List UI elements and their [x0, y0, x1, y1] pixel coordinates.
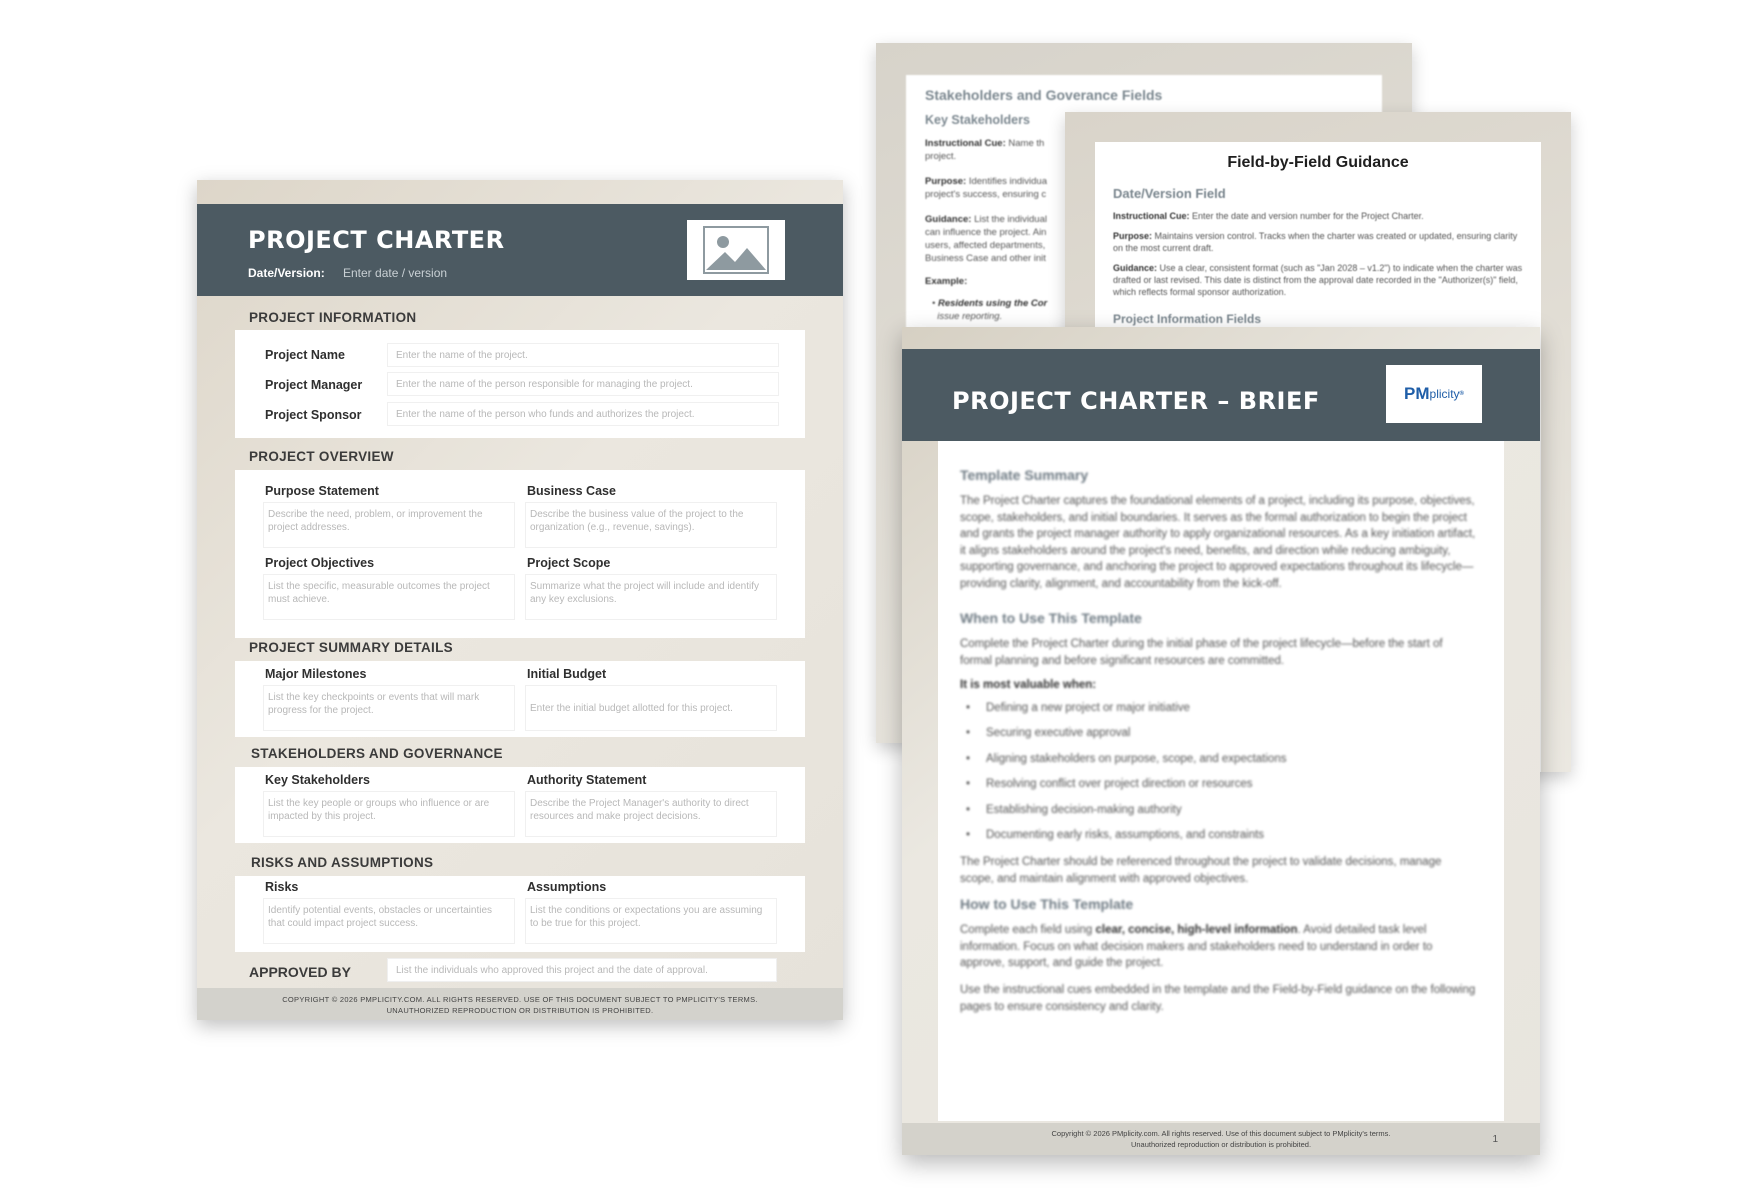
charter-footer-line2: UNAUTHORIZED REPRODUCTION OR DISTRIBUTION IS PROHIBITED.	[386, 1006, 654, 1015]
date-version-input[interactable]: Enter date / version	[343, 266, 448, 280]
template-summary-heading: Template Summary	[960, 467, 1089, 483]
purpose-statement-label: Purpose Statement	[265, 484, 379, 498]
project-scope-label: Project Scope	[527, 556, 611, 570]
initial-budget-label: Initial Budget	[527, 667, 607, 681]
logo-placeholder[interactable]	[687, 220, 785, 280]
how-to-use-text: Complete each field using clear, concise, high-level information. Avoid detailed task level information. Focus on what decision makers and stakeholders need to understand in order to approve, support, and guide the project.	[960, 924, 1433, 969]
section-stakeholders-governance: STAKEHOLDERS AND GOVERNANCE	[251, 746, 503, 761]
instructional-cues-text: Use the instructional cues embedded in the template and the Field-by-Field guidance on the following pages to ensure consistency and clarity.	[960, 984, 1476, 1013]
list-item: • Establishing decision-making authority	[986, 804, 1182, 816]
brief-page	[902, 327, 1540, 1155]
guidance-paragraph: Guidance: List the individual can influence the project. Ain users, affected departments, Business Case and other init	[925, 214, 1047, 264]
charter-title: PROJECT CHARTER	[248, 226, 505, 254]
section-project-information: PROJECT INFORMATION	[249, 310, 417, 325]
page-number: 1	[1492, 1134, 1498, 1145]
example-bullet: • Residents using the Cor issue reporting.	[932, 298, 1048, 322]
risks-panel	[235, 876, 805, 952]
pmplicity-logo: PM plicity ®	[1386, 365, 1482, 423]
charter-header	[197, 204, 843, 296]
purpose-statement-input[interactable]: Describe the need, problem, or improvement the project addresses.	[263, 502, 515, 548]
project-name-input[interactable]: Enter the name of the project.	[387, 343, 779, 367]
brief-footer-line1: Copyright © 2026 PMplicity.com. All rights reserved. Use of this document subject to PMplicity's terms.	[1051, 1129, 1391, 1138]
initial-budget-input[interactable]: Enter the initial budget allotted for this project.	[525, 685, 777, 731]
approved-by-input[interactable]: List the individuals who approved this project and the date of approval.	[387, 958, 777, 982]
date-version-field-heading: Date/Version Field	[1113, 186, 1226, 201]
most-valuable-label: It is most valuable when:	[960, 679, 1097, 691]
example-label: Example:	[925, 276, 968, 287]
reference-text: The Project Charter should be referenced throughout the project to validate decisions, manage scope, and maintain alignment with approved objectives.	[960, 856, 1442, 885]
risks-label: Risks	[265, 880, 299, 894]
list-item: • Documenting early risks, assumptions, and constraints	[986, 829, 1264, 841]
section-project-summary-details: PROJECT SUMMARY DETAILS	[249, 640, 453, 655]
charter-footer	[197, 988, 843, 1020]
guidance-cue: Instructional Cue: Enter the date and version number for the Project Charter.	[1113, 211, 1424, 221]
brief-footer	[902, 1123, 1540, 1155]
project-information-panel	[235, 330, 805, 438]
when-to-use-text: Complete the Project Charter during the initial phase of the project lifecycle—before the start of formal planning and before significant resources are committed.	[960, 638, 1443, 667]
project-manager-label: Project Manager	[265, 378, 363, 392]
project-information-fields-heading: Project Information Fields	[1113, 312, 1262, 326]
guidance-title: Field-by-Field Guidance	[1227, 154, 1409, 171]
section-project-overview: PROJECT OVERVIEW	[249, 449, 394, 464]
brief-body	[938, 441, 1504, 1121]
major-milestones-input[interactable]: List the key checkpoints or events that will mark progress for the project.	[263, 685, 515, 731]
key-stakeholders-subtitle: Key Stakeholders	[925, 113, 1030, 127]
date-version-label: Date/Version:	[248, 266, 325, 280]
guidance-purpose: Purpose: Maintains version control. Tracks when the charter was created or updated, ensuring clarity on the most current draft.	[1113, 231, 1518, 253]
project-scope-input[interactable]: Summarize what the project will include and identify any key exclusions.	[525, 574, 777, 620]
authority-statement-label: Authority Statement	[527, 773, 647, 787]
purpose-paragraph: Purpose: Identifies individua project's success, ensuring c	[925, 176, 1047, 200]
key-stakeholders-label: Key Stakeholders	[265, 773, 370, 787]
stakeholders-panel	[235, 767, 805, 843]
guidance-guidance: Guidance: Use a clear, consistent format (such as "Jan 2028 – v1.2") to indicate when the charter was drafted or last revised. This date is distinct from the approval date recorded in the "Authorizer(s)" field, which reflects formal sponsor authorization.	[1113, 263, 1523, 297]
project-charter-page	[197, 180, 843, 1020]
business-case-label: Business Case	[527, 484, 616, 498]
approved-by-label: APPROVED BY	[249, 964, 351, 980]
business-case-input[interactable]: Describe the business value of the project to the organization (e.g., revenue, savings).	[525, 502, 777, 548]
cue-paragraph: Instructional Cue: Name th project.	[925, 138, 1045, 162]
list-item: • Defining a new project or major initiative	[986, 702, 1190, 714]
template-summary-text: The Project Charter captures the foundational elements of a project, including its purpose, objectives, scope, stakeholders, and initial boundaries. It serves as the formal authorization to begin the project and grants the project manager authority to apply organizational resources. As a key initiation artifact, it aligns stakeholders around the project's need, benefits, and direction while reducing ambiguity, supporting governance, and anchoring the project to approved expectations throughout its lifecycle—providing clarity, alignment, and accountability from the kick-off.	[960, 495, 1476, 590]
project-manager-input[interactable]: Enter the name of the person responsible for managing the project.	[387, 372, 779, 396]
list-item: • Aligning stakeholders on purpose, scope, and expectations	[986, 753, 1286, 765]
project-name-label: Project Name	[265, 348, 345, 362]
project-objectives-input[interactable]: List the specific, measurable outcomes the project must achieve.	[263, 574, 515, 620]
brief-footer-line2: Unauthorized reproduction or distribution is prohibited.	[1130, 1140, 1312, 1149]
section-risks-assumptions: RISKS AND ASSUMPTIONS	[251, 855, 434, 870]
project-overview-panel	[235, 470, 805, 638]
brief-header	[902, 349, 1540, 441]
brief-title: PROJECT CHARTER – BRIEF	[952, 387, 1320, 415]
assumptions-input[interactable]: List the conditions or expectations you are assuming to be true for this project.	[525, 898, 777, 944]
risks-input[interactable]: Identify potential events, obstacles or uncertainties that could impact project success.	[263, 898, 515, 944]
major-milestones-label: Major Milestones	[265, 667, 367, 681]
project-sponsor-input[interactable]: Enter the name of the person who funds and authorizes the project.	[387, 402, 779, 426]
authority-statement-input[interactable]: Describe the Project Manager's authority to direct resources and make project decisions.	[525, 791, 777, 837]
list-item: • Securing executive approval	[986, 727, 1130, 739]
assumptions-label: Assumptions	[527, 880, 607, 894]
key-stakeholders-input[interactable]: List the key people or groups who influence or are impacted by this project.	[263, 791, 515, 837]
list-item: • Resolving conflict over project direction or resources	[986, 778, 1253, 790]
project-sponsor-label: Project Sponsor	[265, 408, 362, 422]
stakeholders-title: Stakeholders and Goverance Fields	[925, 87, 1163, 103]
project-summary-panel	[235, 661, 805, 737]
project-objectives-label: Project Objectives	[265, 556, 375, 570]
charter-footer-line1: COPYRIGHT © 2026 PMPLICITY.COM. ALL RIGHTS RESERVED. USE OF THIS DOCUMENT SUBJECT TO PMPLICITY'S TERMS.	[282, 995, 758, 1004]
when-to-use-heading: When to Use This Template	[960, 610, 1142, 626]
how-to-use-heading: How to Use This Template	[960, 896, 1134, 912]
image-placeholder-icon	[703, 226, 769, 274]
